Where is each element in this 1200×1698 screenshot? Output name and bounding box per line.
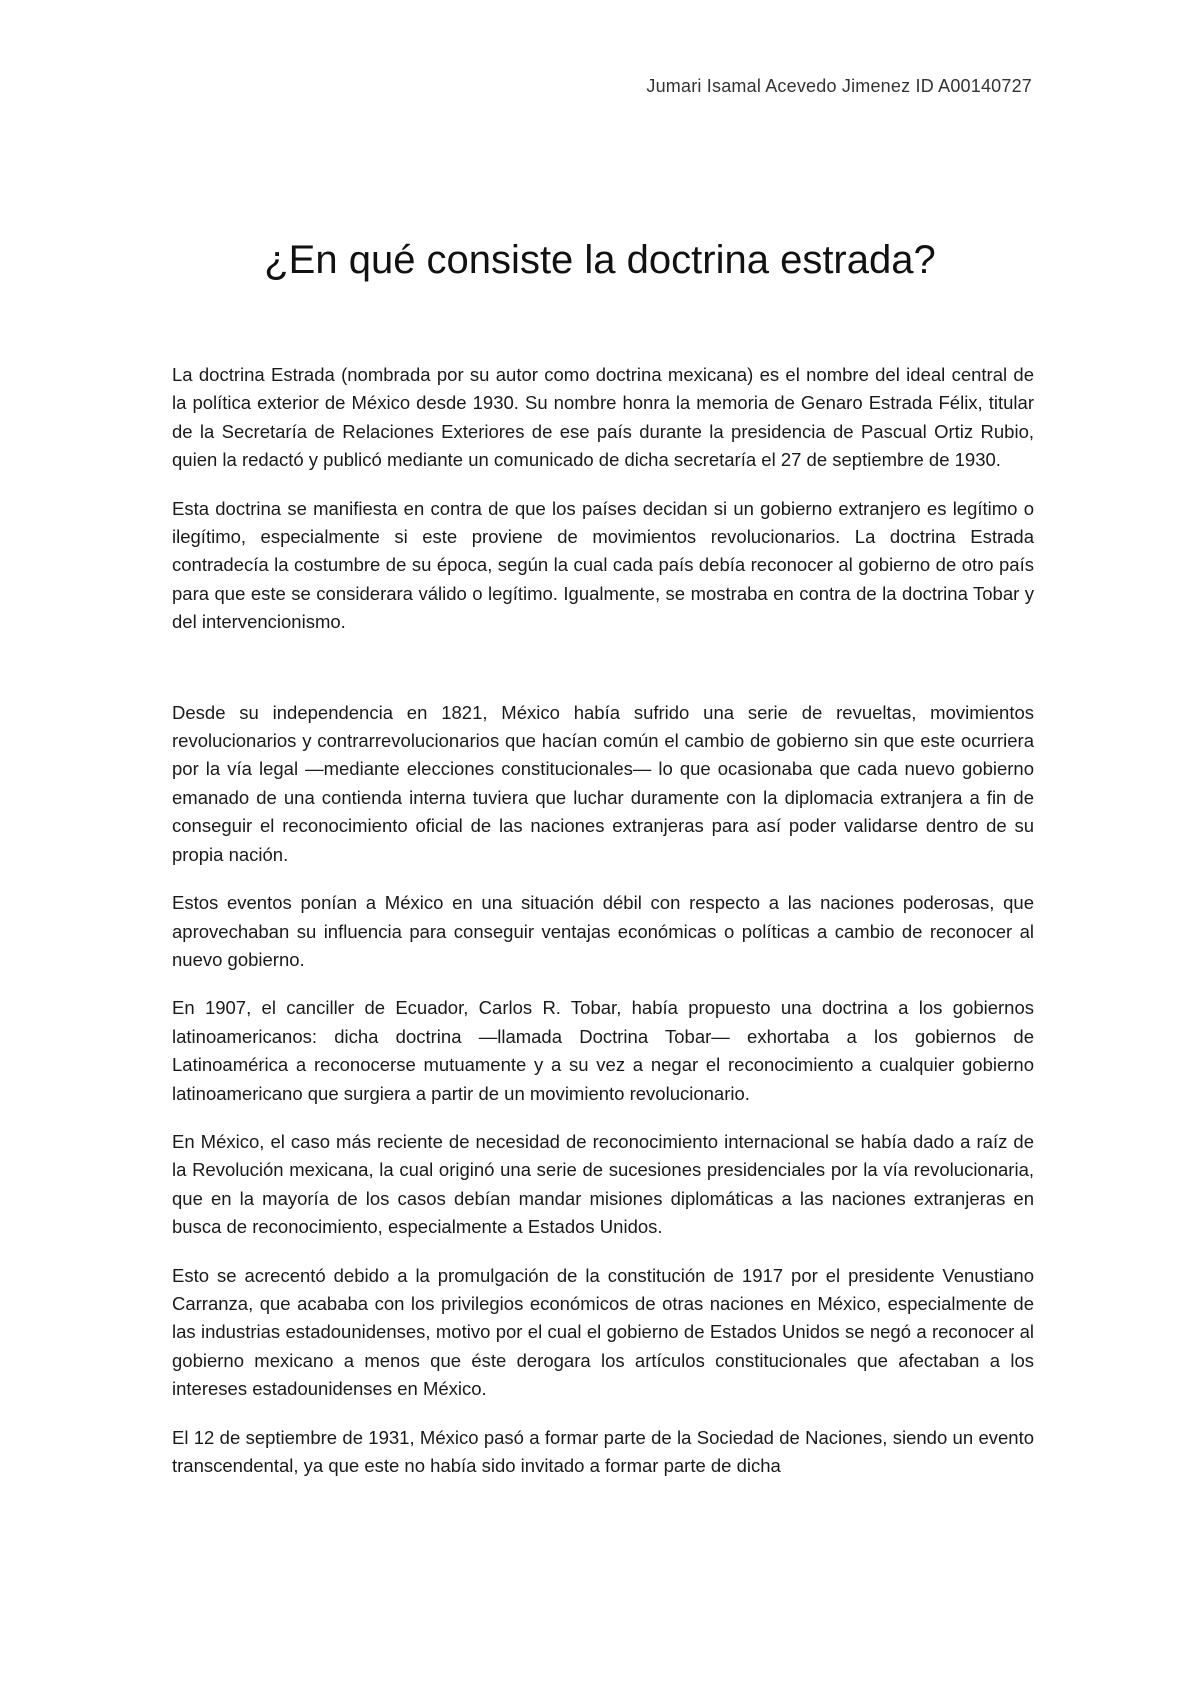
paragraph-tobar-doctrine: En 1907, el canciller de Ecuador, Carlos R. Tobar, había propuesto una doctrina a los gobiernos latinoamericanos: dicha doctrina —llamada Doctrina Tobar— exhortaba a los gobiernos de Latinoamérica a reconocerse mutuamente y a su vez a negar el reconocimiento a cualquier gobierno latinoamericano que surgiera a partir de un movimiento revolucionario. [172, 997, 1034, 1104]
document-title: ¿En qué consiste la doctrina estrada? [264, 238, 936, 282]
paragraph-mexican-revolution: En México, el caso más reciente de necesidad de reconocimiento internacional se había dado a raíz de la Revolución mexicana, la cual originó una serie de sucesiones presidenciales por la vía revolucionaria, que en la mayoría de los casos debían mandar misiones diplomáticas a las naciones extranjeras en busca de reconocimiento, especialmente a Estados Unidos. [172, 1130, 1034, 1238]
paragraph-league-of-nations: El 12 de septiembre de 1931, México pasó a formar parte de la Sociedad de Naciones, siendo un evento transcendental, ya que este no había sido invitado a formar parte de dicha [172, 1426, 1034, 1476]
paragraph-constitution-1917: Esto se acrecentó debido a la promulgación de la constitución de 1917 por el presidente Venustiano Carranza, que acababa con los privilegios económicos de otras naciones en México, especialmente de las industrias estadounidenses, motivo por el cual el gobierno de Estados Unidos se negó a reconocer al gobierno mexicano a menos que éste derogara los artículos constitucionales que afectaban a los intereses estadounidenses en México. [172, 1264, 1034, 1400]
author-header: Jumari Isamal Acevedo Jimenez ID A00140727 [646, 76, 1032, 96]
document-body [172, 361, 1034, 1480]
paragraph-weak-situation: Estos eventos ponían a México en una situación débil con respecto a las naciones poderosas, que aprovechaban su influencia para conseguir ventajas económicas o políticas a cambio de reconocer al nuevo gobierno. [172, 892, 1034, 970]
paragraph-intro: La doctrina Estrada (nombrada por su autor como doctrina mexicana) es el nombre del ideal central de la política exterior de México desde 1930. Su nombre honra la memoria de Genaro Estrada Félix, titular de la Secretaría de Relaciones Exteriores de ese país durante la presidencia de Pascual Ortiz Rubio, quien la redactó y publicó mediante un comunicado de dicha secretaría el 27 de septiembre de 1930. [172, 364, 1034, 471]
paragraph-independence-history: Desde su independencia en 1821, México había sufrido una serie de revueltas, movimientos revolucionarios y contrarrevolucionarios que hacían común el cambio de gobierno sin que este ocurriera por la vía legal —mediante elecciones constitucionales— lo que ocasionaba que cada nuevo gobierno emanado de una contienda interna tuviera que luchar duramente con la diplomacia extranjera a fin de conseguir el reconocimiento oficial de las naciones extranjeras para así poder validarse dentro de su propia nación. [172, 701, 1034, 865]
paragraph-doctrine-position: Esta doctrina se manifiesta en contra de que los países decidan si un gobierno extranjero es legítimo o ilegítimo, especialmente si este proviene de movimientos revolucionarios. La doctrina Estrada contradecía la costumbre de su época, según la cual cada país debía reconocer al gobierno de otro país para que este se considerara válido o legítimo. Igualmente, se mostraba en contra de la doctrina Tobar y del intervencionismo. [172, 497, 1034, 633]
